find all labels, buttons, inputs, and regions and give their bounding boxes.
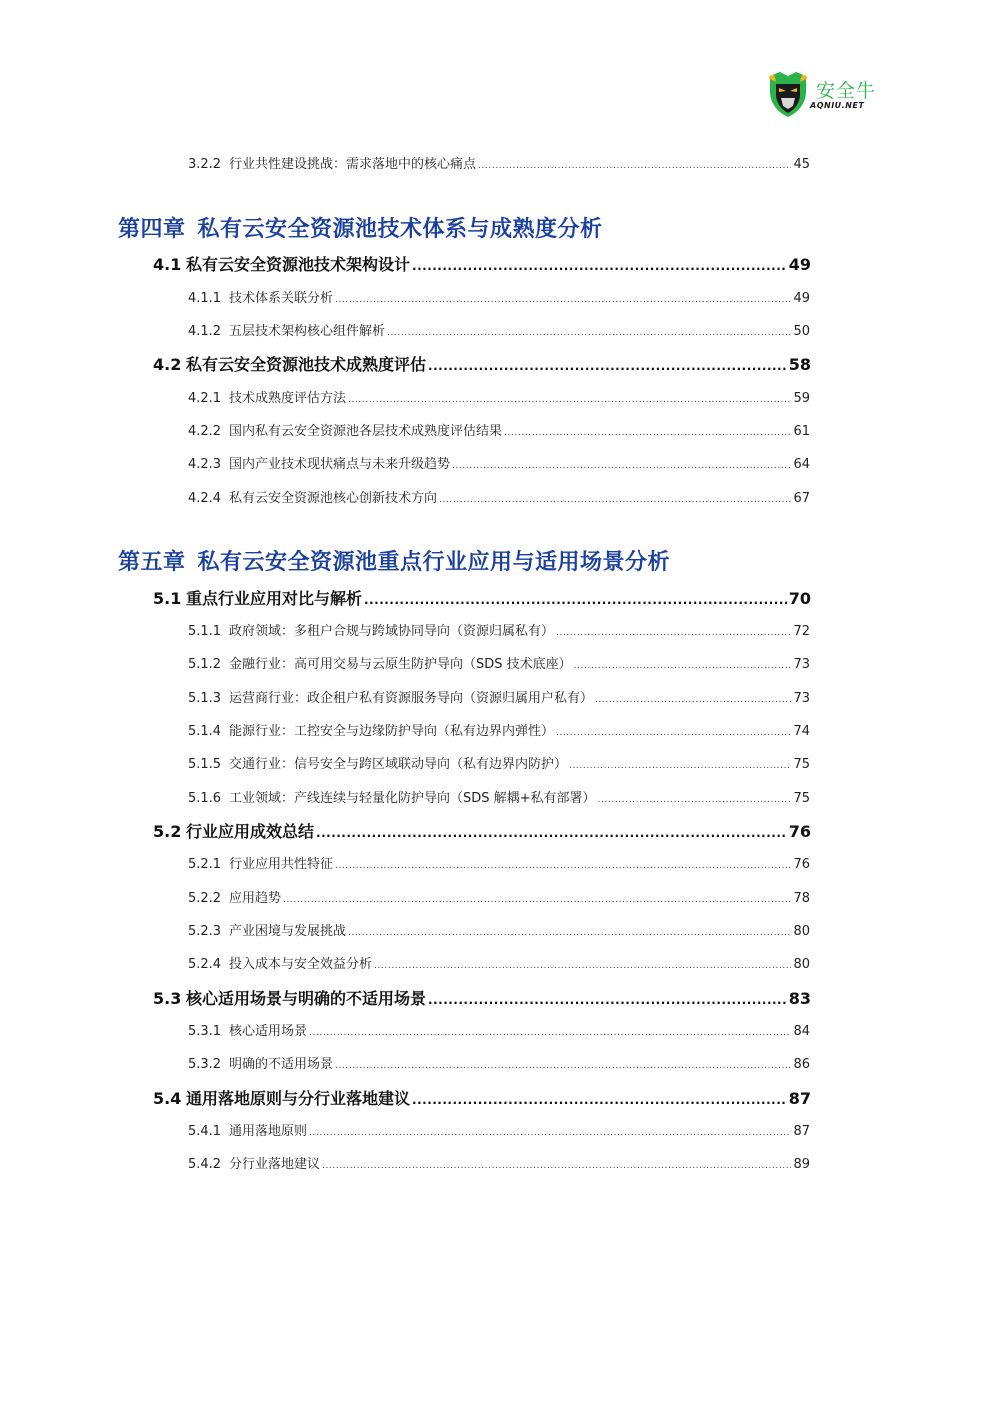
toc-entry[interactable] [188, 287, 810, 306]
entry-number: 4.2.1 [188, 391, 222, 406]
section-number: 5.3 [153, 989, 182, 1008]
entry-title: 行业共性建设挑战：需求落地中的核心痛点 [229, 157, 477, 172]
entry-page: 67 [793, 491, 810, 506]
entry-page: 89 [793, 1157, 810, 1172]
entry-number: 5.1.1 [188, 624, 222, 639]
entry-number: 5.3.2 [188, 1057, 222, 1072]
entry-number: 5.2.2 [188, 891, 222, 906]
entry-page: 76 [793, 857, 810, 872]
toc-section[interactable] [153, 819, 811, 842]
dot-leader [309, 1028, 791, 1038]
entry-title: 能源行业：工控安全与边缘防护导向（私有边界内弹性） [229, 724, 555, 739]
section-title: 重点行业应用对比与解析 [186, 589, 363, 608]
entry-number: 5.4.1 [188, 1124, 222, 1139]
entry-number: 5.2.1 [188, 857, 222, 872]
brand-logo [766, 70, 878, 118]
entry-page: 75 [793, 757, 810, 772]
section-page: 87 [788, 1089, 811, 1108]
entry-page: 59 [793, 391, 810, 406]
dot-leader [569, 761, 791, 771]
entry-title: 政府领域：多租户合规与跨域协同导向（资源归属私有） [229, 624, 555, 639]
bull-shield-icon [766, 70, 810, 118]
toc-section[interactable] [153, 252, 811, 275]
dot-leader [504, 428, 791, 438]
entry-page: 74 [793, 724, 810, 739]
entry-number: 5.2.4 [188, 957, 222, 972]
toc-entry[interactable] [188, 1153, 810, 1172]
toc-section[interactable] [153, 352, 811, 375]
entry-page: 50 [793, 324, 810, 339]
entry-number: 4.2.3 [188, 457, 222, 472]
section-title: 通用落地原则与分行业落地建议 [186, 1089, 411, 1108]
toc-entry[interactable] [188, 687, 810, 706]
entry-page: 80 [793, 957, 810, 972]
dot-leader [574, 661, 792, 671]
dot-leader [439, 495, 791, 505]
dot-leader [556, 728, 791, 738]
dot-leader [428, 359, 787, 373]
chapter-label: 第五章 [118, 550, 186, 575]
section-number: 5.4 [153, 1089, 182, 1108]
toc-entry[interactable] [188, 1020, 810, 1039]
entry-title: 明确的不适用场景 [229, 1057, 334, 1072]
chapter-title: 私有云安全资源池技术体系与成熟度分析 [197, 217, 603, 242]
dot-leader [598, 795, 792, 805]
toc-entry[interactable] [188, 420, 810, 439]
toc-entry[interactable] [188, 753, 810, 772]
entry-number: 5.1.2 [188, 657, 222, 672]
entry-title: 投入成本与安全效益分析 [229, 957, 373, 972]
toc-entry[interactable] [188, 620, 810, 639]
entry-title: 应用趋势 [229, 891, 282, 906]
entry-page: 61 [793, 424, 810, 439]
dot-leader [412, 1093, 787, 1107]
toc-section[interactable] [153, 1086, 811, 1109]
toc-entry[interactable] [188, 387, 810, 406]
entry-number: 4.1.1 [188, 291, 222, 306]
dot-leader [478, 161, 791, 171]
entry-page: 73 [793, 657, 810, 672]
entry-number: 5.3.1 [188, 1024, 222, 1039]
entry-page: 78 [793, 891, 810, 906]
dot-leader [335, 295, 791, 305]
section-number: 5.2 [153, 822, 182, 841]
toc-section[interactable] [153, 586, 811, 609]
section-title: 私有云安全资源池技术成熟度评估 [186, 355, 427, 374]
entry-page: 72 [793, 624, 810, 639]
section-page: 49 [788, 255, 811, 274]
entry-number: 5.2.3 [188, 924, 222, 939]
entry-title: 分行业落地建议 [229, 1157, 321, 1172]
section-title: 核心适用场景与明确的不适用场景 [186, 989, 427, 1008]
entry-page: 87 [793, 1124, 810, 1139]
entry-title: 工业领域：产线连续与轻量化防护导向（SDS 解耦+私有部署） [229, 791, 596, 806]
chapter-label: 第四章 [118, 217, 186, 242]
section-number: 4.2 [153, 355, 182, 374]
section-page: 83 [788, 989, 811, 1008]
toc-entry[interactable] [188, 487, 810, 506]
entry-title: 运营商行业：政企租户私有资源服务导向（资源归属用户私有） [229, 691, 594, 706]
section-number: 5.1 [153, 589, 182, 608]
dot-leader [322, 1161, 791, 1171]
toc-entry[interactable] [188, 787, 810, 806]
entry-page: 45 [793, 157, 810, 172]
toc-entry[interactable] [188, 953, 810, 972]
section-title: 行业应用成效总结 [186, 822, 315, 841]
dot-leader [316, 826, 787, 840]
entry-number: 5.1.5 [188, 757, 222, 772]
entry-page: 75 [793, 791, 810, 806]
entry-title: 私有云安全资源池核心创新技术方向 [229, 491, 438, 506]
toc-entry[interactable] [188, 320, 810, 339]
section-page: 70 [788, 589, 811, 608]
chapter-heading[interactable] [118, 545, 670, 576]
chapter-heading[interactable] [118, 212, 603, 243]
dot-leader [335, 861, 791, 871]
entry-title: 国内私有云安全资源池各层技术成熟度评估结果 [229, 424, 503, 439]
dot-leader [452, 461, 791, 471]
dot-leader [309, 1128, 791, 1138]
dot-leader [364, 593, 787, 607]
dot-leader [335, 1061, 791, 1071]
entry-title: 通用落地原则 [229, 1124, 308, 1139]
entry-title: 交通行业：信号安全与跨区域联动导向（私有边界内防护） [229, 757, 568, 772]
entry-title: 核心适用场景 [229, 1024, 308, 1039]
chapter-title: 私有云安全资源池重点行业应用与适用场景分析 [197, 550, 671, 575]
dot-leader [387, 328, 791, 338]
entry-number: 5.1.6 [188, 791, 222, 806]
dot-leader [374, 961, 791, 971]
entry-title: 行业应用共性特征 [229, 857, 334, 872]
entry-title: 国内产业技术现状痛点与未来升级趋势 [229, 457, 451, 472]
entry-page: 49 [793, 291, 810, 306]
entry-page: 86 [793, 1057, 810, 1072]
section-page: 76 [788, 822, 811, 841]
section-title: 私有云安全资源池技术架构设计 [186, 255, 411, 274]
entry-page: 84 [793, 1024, 810, 1039]
entry-page: 80 [793, 924, 810, 939]
entry-number: 4.2.4 [188, 491, 222, 506]
dot-leader [595, 695, 791, 705]
entry-number: 5.1.4 [188, 724, 222, 739]
toc-entry[interactable] [188, 720, 810, 739]
entry-title: 技术成熟度评估方法 [229, 391, 347, 406]
dot-leader [348, 928, 791, 938]
entry-number: 5.1.3 [188, 691, 222, 706]
dot-leader [428, 993, 787, 1007]
section-page: 58 [788, 355, 811, 374]
entry-title: 五层技术架构核心组件解析 [229, 324, 386, 339]
entry-title: 金融行业：高可用交易与云原生防护导向（SDS 技术底座） [229, 657, 572, 672]
toc-entry[interactable] [188, 887, 810, 906]
toc-section[interactable] [153, 986, 811, 1009]
entry-title: 技术体系关联分析 [229, 291, 334, 306]
entry-number: 4.1.2 [188, 324, 222, 339]
dot-leader [348, 395, 791, 405]
entry-number: 3.2.2 [188, 157, 222, 172]
dot-leader [556, 628, 791, 638]
toc-entry[interactable] [188, 920, 810, 939]
section-number: 4.1 [153, 255, 182, 274]
toc-entry[interactable] [188, 653, 810, 672]
dot-leader [412, 259, 787, 273]
toc-entry[interactable] [188, 1053, 810, 1072]
entry-number: 5.4.2 [188, 1157, 222, 1172]
entry-title: 产业困境与发展挑战 [229, 924, 347, 939]
entry-page: 73 [793, 691, 810, 706]
entry-page: 64 [793, 457, 810, 472]
toc-entry[interactable] [188, 853, 810, 872]
toc-entry[interactable] [188, 153, 810, 172]
dot-leader [283, 895, 791, 905]
toc-entry[interactable] [188, 453, 810, 472]
brand-name: 安全牛 [816, 80, 877, 102]
brand-domain: AQNIU.NET [810, 101, 865, 110]
toc-entry[interactable] [188, 1120, 810, 1139]
entry-number: 4.2.2 [188, 424, 222, 439]
